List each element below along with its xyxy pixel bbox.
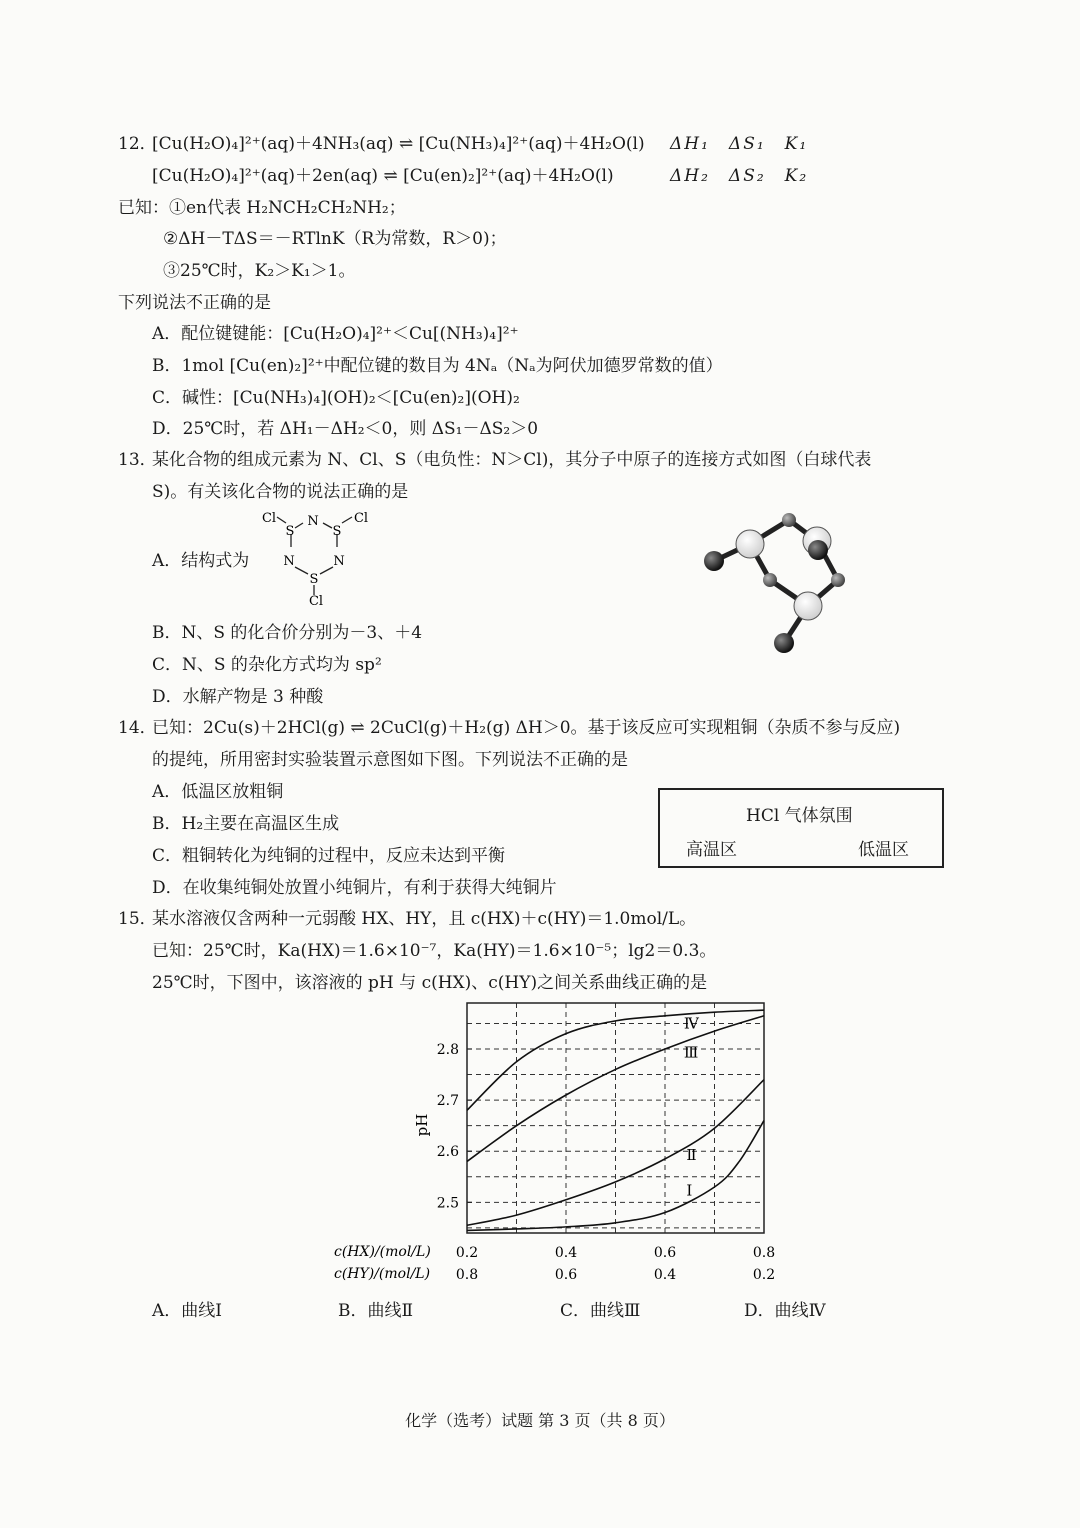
- curve-label-1: Ⅰ: [686, 1181, 693, 1200]
- x-tick-label-hy: 0.8: [455, 1267, 479, 1283]
- y-tick-label: 2.6: [436, 1144, 459, 1161]
- apparatus-high-temp-zone: 高温区: [686, 840, 737, 860]
- apparatus-atmosphere-label: HCl 气体氛围: [746, 806, 853, 826]
- curve-label-2: Ⅱ: [686, 1146, 697, 1165]
- ring-cl-bottom: Cl: [308, 594, 324, 609]
- cl-atom: [774, 633, 794, 653]
- x-tick-label-hx: 0.2: [455, 1245, 479, 1261]
- curve-label-4: Ⅳ: [683, 1014, 699, 1033]
- s-atom: [794, 592, 822, 620]
- given-2: ②ΔH－TΔS＝－RTlnK（R为常数，R＞0)；: [163, 229, 507, 249]
- ring-n-top: N: [307, 514, 319, 529]
- given-1: 已知：①en代表 H₂NCH₂CH₂NH₂；: [118, 198, 406, 218]
- q13-option-d: D．水解产物是 3 种酸: [152, 687, 324, 707]
- ph-concentration-chart: [330, 995, 800, 1290]
- x-axis-label-hx: c(HX)/(mol/L): [334, 1244, 431, 1260]
- question-15-stem-2: 已知：25℃时，Ka(HX)＝1.6×10⁻⁷，Ka(HY)＝1.6×10⁻⁵；lg2＝0.3。: [152, 941, 717, 961]
- y-tick-label: 2.8: [436, 1042, 459, 1058]
- equation-2-params: ΔH₂ ΔS₂ K₂: [670, 166, 809, 186]
- question-13-stem-1: 某化合物的组成元素为 N、Cl、S（电负性：N＞Cl)，其分子中原子的连接方式如图（白球代表: [152, 450, 872, 470]
- n-atom: [831, 573, 845, 587]
- question-12-number: 12．: [118, 134, 157, 154]
- n-atom: [763, 573, 777, 587]
- page-footer: 化学（选考）试题 第 3 页（共 8 页）: [405, 1411, 675, 1430]
- question-13-number: 13．: [118, 450, 157, 470]
- apparatus-diagram: [658, 788, 944, 868]
- q13-option-c: C．N、S 的杂化方式均为 sp²: [152, 655, 382, 675]
- q13-option-b: B．N、S 的化合价分别为－3、＋4: [152, 623, 423, 643]
- ring-s-bottom: S: [309, 572, 319, 587]
- q14-option-b: B．H₂主要在高温区生成: [152, 814, 340, 834]
- ring-n-right: N: [333, 554, 345, 569]
- x-tick-label-hx: 0.6: [653, 1245, 677, 1261]
- plot-frame: [467, 1003, 764, 1233]
- q14-option-a: A．低温区放粗铜: [152, 782, 284, 802]
- question-13-stem-2: S)。有关该化合物的说法正确的是: [152, 482, 409, 502]
- given-3: ③25℃时，K₂＞K₁＞1。: [163, 261, 356, 281]
- question-14-number: 14．: [118, 718, 157, 738]
- y-axis-label: pH: [413, 1113, 431, 1137]
- x-tick-label-hy: 0.6: [554, 1267, 578, 1283]
- cl-atom: [808, 540, 828, 560]
- x-tick-label-hx: 0.8: [752, 1245, 776, 1261]
- x-tick-label-hy: 0.4: [653, 1267, 677, 1283]
- ring-cl-left: Cl: [261, 511, 277, 526]
- x-tick-label-hy: 0.2: [752, 1267, 776, 1283]
- y-tick-label: 2.5: [436, 1195, 459, 1212]
- q13-option-a: A．结构式为: [152, 551, 250, 571]
- ring-n-left: N: [283, 554, 295, 569]
- cl-atom: [704, 551, 724, 571]
- equation-1-params: ΔH₁ ΔS₁ K₁: [670, 134, 809, 154]
- question-14-stem-2: 的提纯，所用密封实验装置示意图如下图。下列说法不正确的是: [152, 750, 628, 770]
- question-12-stem: 下列说法不正确的是: [118, 293, 271, 313]
- question-15-stem-3: 25℃时，下图中，该溶液的 pH 与 c(HX)、c(HY)之间关系曲线正确的是: [152, 973, 708, 993]
- q14-option-c: C．粗铜转化为纯铜的过程中，反应未达到平衡: [152, 846, 506, 866]
- ring-s-right: S: [332, 524, 342, 539]
- x-tick-label-hx: 0.4: [554, 1245, 578, 1261]
- q12-option-d: D．25℃时，若 ΔH₁－ΔH₂＜0，则 ΔS₁－ΔS₂＞0: [152, 419, 539, 439]
- q15-option-c: C．曲线Ⅲ: [560, 1301, 641, 1321]
- q12-option-b: B．1mol [Cu(en)₂]²⁺中配位键的数目为 4Nₐ（Nₐ为阿伏加德罗常数的值）: [152, 356, 723, 376]
- y-tick-label: 2.7: [436, 1093, 459, 1110]
- question-15-number: 15．: [118, 909, 157, 929]
- q14-option-d: D．在收集纯铜处放置小纯铜片，有利于获得大纯铜片: [152, 878, 557, 898]
- q12-option-c: C．碱性：[Cu(NH₃)₄](OH)₂＜[Cu(en)₂](OH)₂: [152, 388, 520, 408]
- ring-structural-formula: [255, 505, 380, 610]
- s-atom: [736, 530, 764, 558]
- q15-option-d: D．曲线Ⅳ: [744, 1301, 826, 1321]
- q15-option-b: B．曲线Ⅱ: [338, 1301, 414, 1321]
- apparatus-low-temp-zone: 低温区: [858, 840, 909, 860]
- equation-2: [Cu(H₂O)₄]²⁺(aq)＋2en(aq) ⇌ [Cu(en)₂]²⁺(aq)＋4H₂O(l): [152, 166, 614, 186]
- ball-and-stick-model: [690, 500, 870, 665]
- equation-1: [Cu(H₂O)₄]²⁺(aq)＋4NH₃(aq) ⇌ [Cu(NH₃)₄]²⁺(aq)＋4H₂O(l): [152, 134, 645, 154]
- curve-label-3: Ⅲ: [683, 1043, 699, 1062]
- question-14-stem-1: 已知：2Cu(s)＋2HCl(g) ⇌ 2CuCl(g)＋H₂(g) ΔH＞0。基于该反应可实现粗铜（杂质不参与反应): [152, 718, 901, 738]
- ring-s-left: S: [285, 524, 295, 539]
- n-atom: [782, 513, 796, 527]
- q15-option-a: A．曲线Ⅰ: [152, 1301, 222, 1321]
- x-axis-label-hy: c(HY)/(mol/L): [334, 1266, 431, 1282]
- chart-grid: [467, 1003, 764, 1233]
- ring-cl-right: Cl: [353, 511, 369, 526]
- chart-ticks: [437, 1042, 775, 1283]
- question-15-stem-1: 某水溶液仅含两种一元弱酸 HX、HY，且 c(HX)＋c(HY)＝1.0mol/L。: [152, 909, 697, 929]
- q12-option-a: A．配位键键能：[Cu(H₂O)₄]²⁺＜Cu[(NH₃)₄]²⁺: [152, 324, 519, 344]
